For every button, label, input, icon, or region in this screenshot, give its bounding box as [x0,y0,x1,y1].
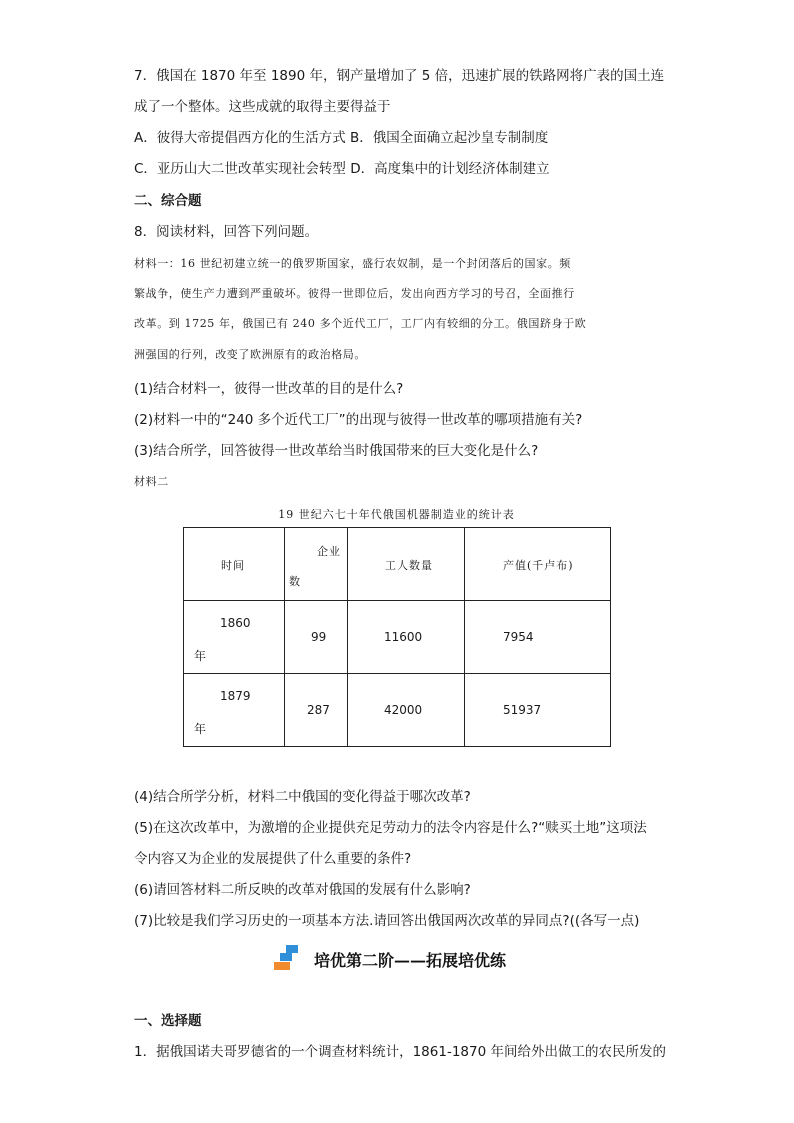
q7-options-cd: C．亚历山大二世改革实现社会转型 D．高度集中的计划经济体制建立 [134,161,550,177]
cell-year: 1879 [220,689,251,703]
cell-year-suffix: 年 [194,722,207,736]
table-title: 19 世纪六七十年代俄国机器制造业的统计表 [278,508,515,521]
q7-options-ab: A．彼得大帝提倡西方化的生活方式 B．俄国全面确立起沙皇专制制度 [134,130,549,146]
header-workers: 工人数量 [385,559,433,572]
q8-sub2: (2)材料一中的“240 多个近代工厂”的出现与彼得一世改革的哪项措施有关? [134,412,583,428]
table-row [184,601,611,674]
cell-enterprises: 99 [311,630,327,644]
q8-sub7: (7)比较是我们学习历史的一项基本方法.请回答出俄国两次改革的异同点?((各写一点) [134,913,640,929]
q8-sub6: (6)请回答材料二所反映的改革对俄国的发展有什么影响? [134,882,471,898]
header-time: 时间 [221,559,245,572]
header-output: 产值(千卢布) [503,559,574,572]
q8-sub3: (3)结合所学，回答彼得一世改革给当时俄国带来的巨大变化是什么? [134,443,539,459]
q7-line2: 成了一个整体。这些成就的取得主要得益于 [134,99,391,115]
material2-label: 材料二 [134,475,169,488]
cell-workers: 11600 [384,630,423,644]
material1-line: 繁战争，使生产力遭到严重破坏。彼得一世即位后，发出向西方学习的号召，全面推行 [134,287,575,300]
header-enterprises-top: 企业 [317,545,341,558]
q8-sub5-line1: (5)在这次改革中，为激增的企业提供充足劳动力的法令内容是什么?“赎买土地”这项法 [134,820,647,836]
section-banner [272,944,506,974]
material1-line: 材料一：16 世纪初建立统一的俄罗斯国家，盛行农奴制，是一个封闭落后的国家。频 [134,257,571,270]
cell-enterprises: 287 [307,703,330,717]
material1-line: 洲强国的行列，改变了欧洲原有的政治格局。 [134,348,366,361]
cell-output: 7954 [503,630,534,644]
stair-blocks-icon [272,945,308,973]
banner-title: 培优第二阶——拓展培优练 [314,950,507,970]
q1-line1: 1．据俄国诺夫哥罗德省的一个调查材料统计，1861-1870 年间给外出做工的农民所发的 [134,1044,666,1060]
section2-title: 二、综合题 [134,193,202,209]
q8-intro: 8．阅读材料，回答下列问题。 [134,224,319,240]
table-row [184,674,611,747]
header-enterprises-bottom: 数 [289,575,301,588]
q8-sub5-line2: 令内容又为企业的发展提供了什么重要的条件? [134,851,412,867]
cell-workers: 42000 [384,703,423,717]
q7-line1: 7．俄国在 1870 年至 1890 年，钢产量增加了 5 倍，迅速扩展的铁路网将广表的国土连 [134,68,665,84]
cell-year-suffix: 年 [194,649,207,663]
section1-title: 一、选择题 [134,1013,202,1029]
cell-year: 1860 [220,616,251,630]
stats-table [183,527,611,747]
material1-line: 改革。到 1725 年，俄国已有 240 多个近代工厂，工厂内有较细的分工。俄国跻身于欧 [134,317,587,330]
cell-output: 51937 [503,703,542,717]
table-header-row [184,528,611,601]
q8-sub4: (4)结合所学分析，材料二中俄国的变化得益于哪次改革? [134,789,471,805]
q8-sub1: (1)结合材料一，彼得一世改革的目的是什么? [134,381,404,397]
